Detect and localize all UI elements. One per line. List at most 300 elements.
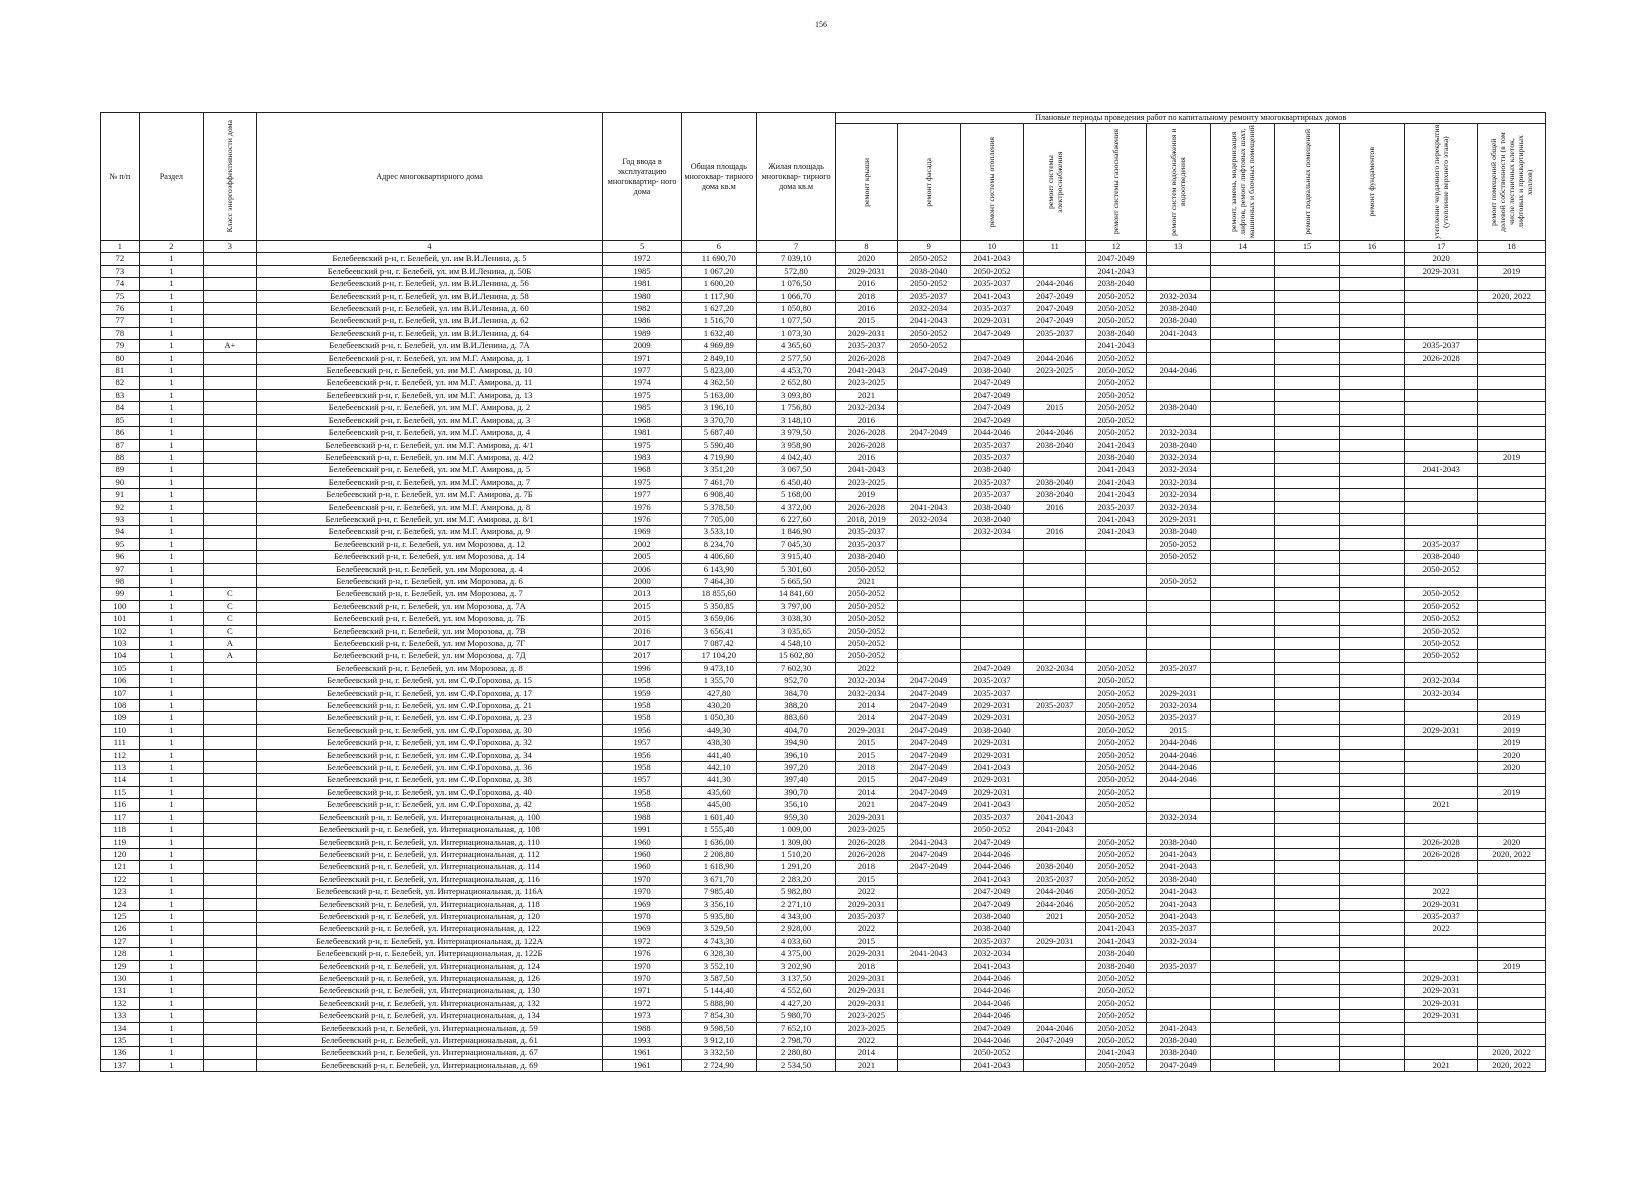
table-cell: 2035-2037 (897, 290, 960, 302)
table-cell: 3 587,50 (681, 972, 756, 984)
table-cell: 959,30 (756, 811, 835, 823)
table-row (101, 960, 1546, 972)
table-cell: 5 935,80 (681, 910, 756, 922)
table-cell (1405, 712, 1478, 724)
table-cell: 2050-2052 (1086, 377, 1146, 389)
table-cell (1024, 414, 1086, 426)
table-cell (1339, 638, 1404, 650)
table-cell (897, 1035, 960, 1047)
table-cell (1478, 861, 1546, 873)
table-cell (1024, 749, 1086, 761)
table-cell: 2041-2043 (1086, 476, 1146, 488)
address-cell: Белебеевский р-н, г. Белебей, ул. им М.Г. Амирова, д. 1 (256, 352, 603, 364)
table-cell (897, 464, 960, 476)
table-cell (204, 402, 257, 414)
table-cell: 2047-2049 (897, 712, 960, 724)
table-cell (1478, 811, 1546, 823)
table-cell: 2041-2043 (1086, 935, 1146, 947)
table-cell (1210, 526, 1274, 538)
table-cell: 2032-2034 (1146, 464, 1210, 476)
table-cell (204, 278, 257, 290)
table-cell (1024, 613, 1086, 625)
table-cell: 2035-2037 (1024, 700, 1086, 712)
table-cell (1086, 638, 1146, 650)
table-cell (897, 910, 960, 922)
table-cell: 122 (101, 873, 140, 885)
table-cell (1478, 340, 1546, 352)
table-cell (1478, 675, 1546, 687)
address-cell: Белебеевский р-н, г. Белебей, ул. им Морозова, д. 7Д (256, 650, 603, 662)
table-cell: 2022 (1405, 886, 1478, 898)
table-cell: 1 (139, 625, 203, 637)
table-cell (204, 724, 257, 736)
address-cell: Белебеевский р-н, г. Белебей, ул. им С.Ф.Горохова, д. 30 (256, 724, 603, 736)
table-cell: 2041-2043 (1086, 513, 1146, 525)
table-cell: 2044-2046 (1024, 898, 1086, 910)
address-cell: Белебеевский р-н, г. Белебей, ул. Интернациональная, д. 134 (256, 1010, 603, 1022)
address-cell: Белебеевский р-н, г. Белебей, ул. Интернациональная, д. 118 (256, 898, 603, 910)
table-cell: 430,20 (681, 700, 756, 712)
table-cell (1339, 948, 1404, 960)
table-cell: 2035-2037 (1405, 538, 1478, 550)
table-cell (960, 625, 1023, 637)
table-cell: 2050-2052 (836, 600, 897, 612)
table-cell (1478, 352, 1546, 364)
table-cell: 2050-2052 (897, 327, 960, 339)
table-cell (1478, 414, 1546, 426)
table-cell: 2020 (1478, 836, 1546, 848)
table-cell (1146, 389, 1210, 401)
table-cell: 2019 (1478, 960, 1546, 972)
table-cell: 121 (101, 861, 140, 873)
table-cell: 2050-2052 (1086, 972, 1146, 984)
table-cell: 130 (101, 972, 140, 984)
table-cell (1339, 886, 1404, 898)
table-cell: 2047-2049 (897, 799, 960, 811)
table-cell (1024, 451, 1086, 463)
table-cell (1210, 675, 1274, 687)
table-cell (204, 315, 257, 327)
table-cell: 2019 (1478, 786, 1546, 798)
table-cell (897, 650, 960, 662)
table-cell: 2038-2040 (960, 464, 1023, 476)
table-cell (1275, 997, 1339, 1009)
table-row (101, 625, 1546, 637)
table-cell: 1985 (603, 402, 681, 414)
table-cell: 83 (101, 389, 140, 401)
table-row (101, 923, 1546, 935)
table-cell (1405, 513, 1478, 525)
table-cell (1339, 327, 1404, 339)
table-cell: 1 (139, 315, 203, 327)
table-cell: 1 (139, 1022, 203, 1034)
table-cell: 1981 (603, 427, 681, 439)
table-cell (897, 811, 960, 823)
table-cell (1024, 464, 1086, 476)
table-cell (1146, 625, 1210, 637)
table-cell (1339, 1035, 1404, 1047)
table-cell: 2038-2040 (1086, 960, 1146, 972)
table-cell (204, 762, 257, 774)
table-cell (1339, 675, 1404, 687)
table-cell: 2038-2040 (1146, 303, 1210, 315)
table-cell: 2020 (1478, 762, 1546, 774)
table-cell: 2050-2052 (1086, 873, 1146, 885)
table-cell: 2029-2031 (960, 749, 1023, 761)
table-cell: 1 (139, 712, 203, 724)
table-cell (1339, 712, 1404, 724)
table-cell: 2035-2037 (960, 811, 1023, 823)
address-cell: Белебеевский р-н, г. Белебей, ул. им С.Ф.Горохова, д. 21 (256, 700, 603, 712)
table-cell: 2038-2040 (1146, 1035, 1210, 1047)
table-cell (897, 873, 960, 885)
table-cell (1210, 898, 1274, 910)
table-cell: 2038-2040 (1024, 489, 1086, 501)
table-row (101, 873, 1546, 885)
table-cell (1210, 613, 1274, 625)
table-cell (1146, 377, 1210, 389)
table-row (101, 662, 1546, 674)
table-cell: 78 (101, 327, 140, 339)
table-cell (1275, 836, 1339, 848)
table-cell: 1969 (603, 526, 681, 538)
table-cell: 135 (101, 1035, 140, 1047)
table-cell: 120 (101, 848, 140, 860)
table-cell: 441,30 (681, 774, 756, 786)
table-cell: 1958 (603, 675, 681, 687)
table-cell: 2029-2031 (1405, 1010, 1478, 1022)
table-cell: 1 (139, 774, 203, 786)
table-cell (1275, 402, 1339, 414)
table-cell: 2029-2031 (1405, 972, 1478, 984)
table-cell: 952,70 (756, 675, 835, 687)
table-cell: 2022 (836, 662, 897, 674)
table-cell: 2044-2046 (960, 972, 1023, 984)
table-cell (1275, 427, 1339, 439)
table-cell (1339, 513, 1404, 525)
table-cell: 7 854,30 (681, 1010, 756, 1022)
table-cell (1146, 563, 1210, 575)
table-cell: 94 (101, 526, 140, 538)
table-cell: 2041-2043 (1405, 464, 1478, 476)
table-cell (897, 352, 960, 364)
table-cell: C (204, 588, 257, 600)
table-cell (1339, 278, 1404, 290)
table-cell: 2038-2040 (1086, 948, 1146, 960)
address-cell: Белебеевский р-н, г. Белебей, ул. им В.И.Ленина, д. 5 (256, 253, 603, 265)
table-cell: 1985 (603, 265, 681, 277)
column-number: 4 (256, 241, 603, 253)
table-cell: 2050-2052 (1086, 352, 1146, 364)
table-cell: 2 208,80 (681, 848, 756, 860)
table-cell: 124 (101, 898, 140, 910)
table-cell: 572,80 (756, 265, 835, 277)
table-cell (204, 476, 257, 488)
table-cell: 84 (101, 402, 140, 414)
table-cell (1275, 377, 1339, 389)
table-cell: 2035-2037 (1146, 662, 1210, 674)
table-cell (1405, 377, 1478, 389)
table-cell (1339, 551, 1404, 563)
table-cell: 1975 (603, 389, 681, 401)
table-row (101, 427, 1546, 439)
table-cell: 3 529,50 (681, 923, 756, 935)
table-cell: 4 427,20 (756, 997, 835, 1009)
table-cell: 2 849,10 (681, 352, 756, 364)
table-row (101, 575, 1546, 587)
table-cell (1024, 724, 1086, 736)
table-cell: 101 (101, 613, 140, 625)
header-work-elevators: ремонт, замена, модернизация лифтов, ремонт лифтовых шахт, машинных и блочных помещений (1210, 124, 1274, 241)
table-cell: 1977 (603, 489, 681, 501)
table-cell (1275, 886, 1339, 898)
header-work-electric: ремонт системы электроснабжения (1024, 124, 1086, 241)
table-cell: 1975 (603, 476, 681, 488)
table-cell (1210, 923, 1274, 935)
table-row (101, 1035, 1546, 1047)
table-cell: 2041-2043 (1146, 1022, 1210, 1034)
table-cell (1478, 948, 1546, 960)
address-cell: Белебеевский р-н, г. Белебей, ул. им М.Г. Амирова, д. 2 (256, 402, 603, 414)
table-cell (897, 1047, 960, 1059)
table-cell (1275, 551, 1339, 563)
table-cell: 2047-2049 (960, 389, 1023, 401)
table-cell (204, 1059, 257, 1071)
table-cell: 2050-2052 (1086, 402, 1146, 414)
table-cell: 1 (139, 513, 203, 525)
table-cell: 1 (139, 538, 203, 550)
table-cell: 1 (139, 675, 203, 687)
table-cell: 1 (139, 985, 203, 997)
table-cell: 2021 (836, 575, 897, 587)
table-cell (1275, 389, 1339, 401)
table-cell (1275, 675, 1339, 687)
table-cell (204, 563, 257, 575)
table-cell (1275, 265, 1339, 277)
table-cell: 2019 (1478, 724, 1546, 736)
table-cell: 6 908,40 (681, 489, 756, 501)
table-cell: 2041-2043 (1086, 526, 1146, 538)
table-cell: 2038-2040 (1024, 439, 1086, 451)
table-cell: 2000 (603, 575, 681, 587)
table-cell (1339, 414, 1404, 426)
header-work-basement: ремонт подвальных помещений (1275, 124, 1339, 241)
table-cell: 1 (139, 700, 203, 712)
table-cell (1339, 774, 1404, 786)
address-cell: Белебеевский р-н, г. Белебей, ул. Интернациональная, д. 122Б (256, 948, 603, 960)
table-cell: 2035-2037 (1405, 340, 1478, 352)
table-cell (1405, 476, 1478, 488)
table-cell: 2047-2049 (897, 848, 960, 860)
table-row (101, 824, 1546, 836)
table-cell (1478, 427, 1546, 439)
table-cell: 2041-2043 (1086, 1047, 1146, 1059)
table-cell: 390,70 (756, 786, 835, 798)
table-cell: 2047-2049 (960, 352, 1023, 364)
table-cell: 1980 (603, 290, 681, 302)
table-cell: 2050-2052 (1146, 575, 1210, 587)
table-cell: 2016 (836, 451, 897, 463)
table-cell: 7 705,00 (681, 513, 756, 525)
table-cell (960, 588, 1023, 600)
table-cell (1478, 774, 1546, 786)
address-cell: Белебеевский р-н, г. Белебей, ул. Интернациональная, д. 126 (256, 972, 603, 984)
table-cell (1210, 824, 1274, 836)
table-cell (1405, 303, 1478, 315)
table-cell: 2029-2031 (836, 972, 897, 984)
table-cell: 2029-2031 (836, 948, 897, 960)
table-row (101, 352, 1546, 364)
table-cell: 5 687,40 (681, 427, 756, 439)
table-cell (1146, 972, 1210, 984)
table-cell: 2018 (836, 762, 897, 774)
table-cell: 6 143,90 (681, 563, 756, 575)
table-cell (1275, 464, 1339, 476)
table-cell: 3 067,50 (756, 464, 835, 476)
table-cell: 1 (139, 551, 203, 563)
table-cell (1275, 315, 1339, 327)
table-body (101, 253, 1546, 1072)
header-planned-periods: Плановые периоды проведения работ по капитальному ремонту многоквартирных домов (836, 113, 1546, 124)
table-cell (1339, 836, 1404, 848)
table-cell: 2050-2052 (1086, 1035, 1146, 1047)
column-number-row (101, 241, 1546, 253)
address-cell: Белебеевский р-н, г. Белебей, ул. им Морозова, д. 7А (256, 600, 603, 612)
table-cell (204, 997, 257, 1009)
table-cell (1210, 625, 1274, 637)
table-cell (1275, 774, 1339, 786)
table-cell: 2050-2052 (1086, 365, 1146, 377)
table-cell: 2029-2031 (960, 712, 1023, 724)
table-cell (1024, 1047, 1086, 1059)
table-cell (1146, 650, 1210, 662)
table-cell: 2050-2052 (1086, 774, 1146, 786)
table-cell: 126 (101, 923, 140, 935)
table-cell: 2016 (836, 303, 897, 315)
table-cell: 4 552,60 (756, 985, 835, 997)
table-cell: 1 (139, 290, 203, 302)
table-cell: 115 (101, 786, 140, 798)
column-number: 10 (960, 241, 1023, 253)
header-work-water: ремонт систем водоснабжения и водоотведения (1146, 124, 1210, 241)
table-cell: 2041-2043 (1086, 439, 1146, 451)
table-cell (960, 538, 1023, 550)
table-cell (1275, 340, 1339, 352)
table-cell (1275, 352, 1339, 364)
table-cell: 2050-2052 (1086, 898, 1146, 910)
table-row (101, 265, 1546, 277)
table-cell: 127 (101, 935, 140, 947)
table-cell: 1 (139, 451, 203, 463)
address-cell: Белебеевский р-н, г. Белебей, ул. им В.И.Ленина, д. 62 (256, 315, 603, 327)
table-cell (1478, 625, 1546, 637)
table-cell: 1 (139, 824, 203, 836)
table-cell: 2035-2037 (960, 451, 1023, 463)
table-cell: 1 117,90 (681, 290, 756, 302)
table-cell (1405, 700, 1478, 712)
table-cell: 2035-2037 (1024, 873, 1086, 885)
address-cell: Белебеевский р-н, г. Белебей, ул. Интернациональная, д. 69 (256, 1059, 603, 1071)
table-cell: 119 (101, 836, 140, 848)
table-row (101, 972, 1546, 984)
table-cell: 1 (139, 476, 203, 488)
table-cell (1275, 638, 1339, 650)
table-cell (1210, 551, 1274, 563)
table-cell (1210, 861, 1274, 873)
table-cell: A+ (204, 340, 257, 352)
table-cell (204, 848, 257, 860)
capital-repair-table (100, 112, 1546, 1072)
table-cell: 2050-2052 (1405, 600, 1478, 612)
table-cell: 427,80 (681, 687, 756, 699)
table-row (101, 737, 1546, 749)
table-cell (1024, 575, 1086, 587)
table-cell (204, 923, 257, 935)
table-cell (204, 836, 257, 848)
table-cell (204, 687, 257, 699)
column-number: 14 (1210, 241, 1274, 253)
table-cell (1478, 985, 1546, 997)
table-cell: 2050-2052 (1405, 613, 1478, 625)
table-cell: 2047-2049 (897, 365, 960, 377)
table-cell: 2050-2052 (1146, 551, 1210, 563)
table-cell (1146, 985, 1210, 997)
table-cell: 5 163,00 (681, 389, 756, 401)
table-cell (204, 786, 257, 798)
table-cell: 2047-2049 (1024, 315, 1086, 327)
table-cell (204, 414, 257, 426)
table-cell: 1 (139, 1059, 203, 1071)
table-cell (204, 675, 257, 687)
table-cell: 1 (139, 489, 203, 501)
table-cell: 2035-2037 (960, 675, 1023, 687)
table-cell (1339, 811, 1404, 823)
table-cell (204, 489, 257, 501)
table-cell: 2020 (1478, 749, 1546, 761)
table-cell: 2041-2043 (897, 836, 960, 848)
table-cell (897, 824, 960, 836)
table-cell (204, 799, 257, 811)
table-cell: 2047-2049 (960, 836, 1023, 848)
table-cell: 75 (101, 290, 140, 302)
table-cell (1478, 898, 1546, 910)
table-cell: 112 (101, 749, 140, 761)
table-cell: 2015 (603, 600, 681, 612)
table-cell (1339, 898, 1404, 910)
table-cell (1478, 389, 1546, 401)
table-cell: 2038-2040 (1024, 861, 1086, 873)
table-cell (1405, 935, 1478, 947)
table-cell (1210, 464, 1274, 476)
table-cell: 2032-2034 (836, 675, 897, 687)
table-cell: 2038-2040 (1086, 278, 1146, 290)
table-cell: 8 234,70 (681, 538, 756, 550)
table-cell: 2009 (603, 340, 681, 352)
table-cell: 2029-2031 (836, 327, 897, 339)
table-cell (1210, 700, 1274, 712)
table-cell: 1957 (603, 737, 681, 749)
table-cell (1275, 439, 1339, 451)
table-row (101, 340, 1546, 352)
table-cell: 131 (101, 985, 140, 997)
address-cell: Белебеевский р-н, г. Белебей, ул. Интернациональная, д. 59 (256, 1022, 603, 1034)
table-cell: 2050-2052 (1086, 861, 1146, 873)
address-cell: Белебеевский р-н, г. Белебей, ул. им С.Ф.Горохова, д. 32 (256, 737, 603, 749)
table-cell: 2015 (836, 315, 897, 327)
table-cell: 2044-2046 (960, 1035, 1023, 1047)
address-cell: Белебеевский р-н, г. Белебей, ул. им Морозова, д. 7Г (256, 638, 603, 650)
table-cell (1405, 402, 1478, 414)
